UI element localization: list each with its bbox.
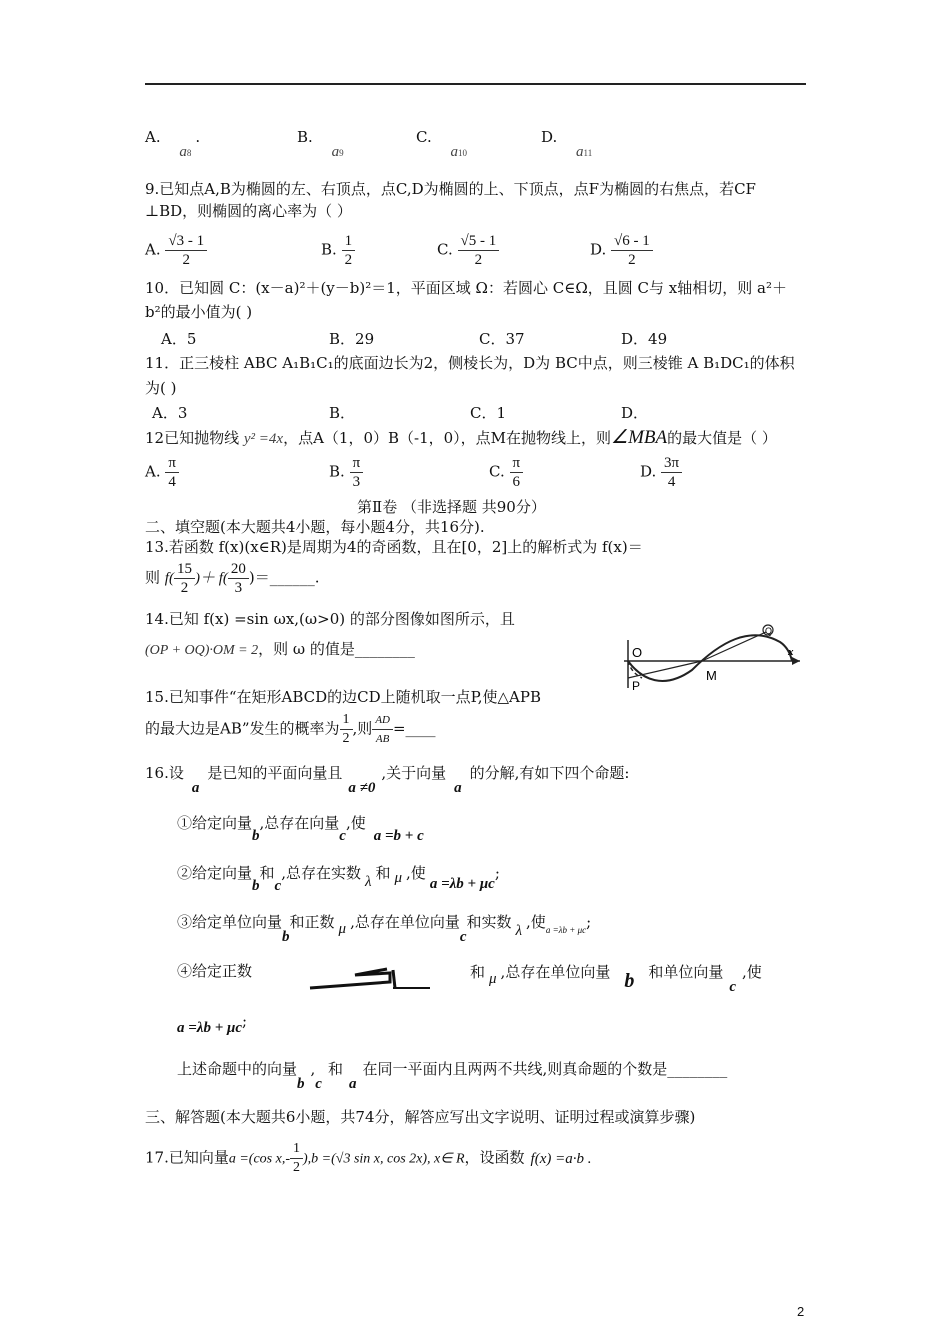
- graph-label-q: Q: [765, 626, 773, 636]
- q14-line1: 14.已知 f(x) =sin ωx,(ω>0) 的部分图像如图所示，且: [145, 610, 515, 628]
- q9-option-c: C. $\frac{√5 - 1}{2}$: [437, 232, 499, 269]
- q16-intro: 16.设a是已知的平面向量且a ≠0,关于向量a的分解,有如下四个命题:: [145, 764, 630, 796]
- q10-option-d: D．49: [621, 330, 668, 348]
- q9-option-a: A. $\frac{√3 - 1}{2}$: [145, 232, 207, 269]
- q10-option-a: A．5: [161, 330, 197, 348]
- sine-graph: [620, 620, 805, 696]
- q9-line2: ⊥BD，则椭圆的离心率为（ ）: [145, 202, 352, 220]
- q12-line1: 12已知抛物线 y² =4x，点A（1，0）B（-1，0），点M在抛物线上，则∠MBA的最大值是（ ）: [145, 427, 777, 448]
- q14-line2: (OP + OQ)·OM = 2，则 ω 的值是________: [145, 640, 415, 658]
- q8-option-a: A. a8.: [145, 128, 201, 160]
- q8-option-c: C. a10: [416, 128, 467, 160]
- q12-option-c: C. $\frac{\pi}{6}$: [489, 454, 523, 491]
- q16-proposition-2: ②给定向量b和c,总存在实数 λ 和 μ ,使a =λb + μc;: [177, 864, 500, 894]
- q12-option-b: B. $\frac{\pi}{3}$: [329, 454, 363, 491]
- q11-option-b: B．: [329, 404, 356, 422]
- page-number: 2: [797, 1304, 805, 1319]
- q17-text: 17.已知向量a =(cos x,- $\frac{1}{2}$ ),b =(√3 sin x, cos 2x), x∈ R，设函数 f(x) =a·b .: [145, 1141, 592, 1175]
- part2-title: 第Ⅱ卷 （非选择题 共90分）: [357, 498, 546, 516]
- q11-line2: 为( ): [145, 379, 177, 397]
- q16-proposition-4-rest: 和 μ ,总存在单位向量 b 和单位向量c,使: [470, 963, 762, 995]
- q13-line2: 则 f( $\frac{15}{2}$ )＋ f( $\frac{20}{3}$ )＝______.: [145, 561, 320, 596]
- q10-line2: b²的最小值为( ): [145, 303, 253, 321]
- q8-option-d: D. a11: [541, 128, 593, 160]
- q12-option-a: A. $\frac{\pi}{4}$: [145, 454, 179, 491]
- q16-proposition-4-equation: a =λb + μc;: [177, 1012, 248, 1036]
- q15-line2: 的最大边是AB”发生的概率为 $\frac{1}{2}$ ,则 $\frac{AD}{AB}$ =____: [145, 712, 436, 746]
- q9-line1: 9.已知点A,B为椭圆的左、右顶点，点C,D为椭圆的上、下顶点，点F为椭圆的右焦点，若CF: [145, 180, 756, 198]
- q16-proposition-4-label: ④给定正数: [177, 962, 253, 980]
- q11-line1: 11．正三棱柱 ABC A₁B₁C₁的底面边长为2，侧棱长为，D为 BC中点，则三棱锥 A B₁DC₁的体积: [145, 354, 795, 372]
- q12-option-d: D. $\frac{3\pi}{4}$: [640, 454, 682, 491]
- scanned-smudge-graphic: [305, 965, 435, 993]
- q16-proposition-1: ①给定向量b,总存在向量c,使a =b + c: [177, 814, 424, 844]
- graph-label-m: M: [706, 668, 717, 683]
- q9-option-b: B. $\frac{1}{2}$: [321, 232, 355, 269]
- q16-conclusion: 上述命题中的向量b,c和a在同一平面内且两两不共线,则真命题的个数是________: [177, 1060, 728, 1092]
- q13-line1: 13.若函数 f(x)(x∈R)是周期为4的奇函数，且在[0，2]上的解析式为 f(x)＝: [145, 538, 643, 556]
- graph-label-o: O: [632, 645, 643, 660]
- q16-proposition-3: ③给定单位向量b和正数 μ ,总存在单位向量c和实数 λ ,使$_{a =\lambda b + \mu c}$;: [177, 913, 592, 945]
- graph-label-p: P: [632, 679, 641, 693]
- q11-option-d: D．: [621, 404, 649, 422]
- section3-title: 三、解答题(本大题共6小题，共74分，解答应写出文字说明、证明过程或演算步骤): [145, 1108, 696, 1126]
- q8-option-b: B. a9: [297, 128, 344, 160]
- q10-option-b: B．29: [329, 330, 375, 348]
- graph-label-x: x: [788, 646, 794, 658]
- header-rule: [145, 83, 806, 85]
- q15-line1: 15.已知事件“在矩形ABCD的边CD上随机取一点P,使△APB: [145, 688, 541, 706]
- q11-option-c: C．1: [470, 404, 507, 422]
- q10-line1: 10．已知圆 C：(x－a)²＋(y－b)²＝1，平面区域 Ω：若圆心 C∈Ω，且圆 C与 x轴相切，则 a²＋: [145, 279, 787, 297]
- section2-title: 二、填空题(本大题共4小题，每小题4分，共16分).: [145, 518, 485, 536]
- q10-option-c: C．37: [479, 330, 525, 348]
- q11-option-a: A．3: [152, 404, 188, 422]
- q9-option-d: D. $\frac{√6 - 1}{2}$: [590, 232, 653, 269]
